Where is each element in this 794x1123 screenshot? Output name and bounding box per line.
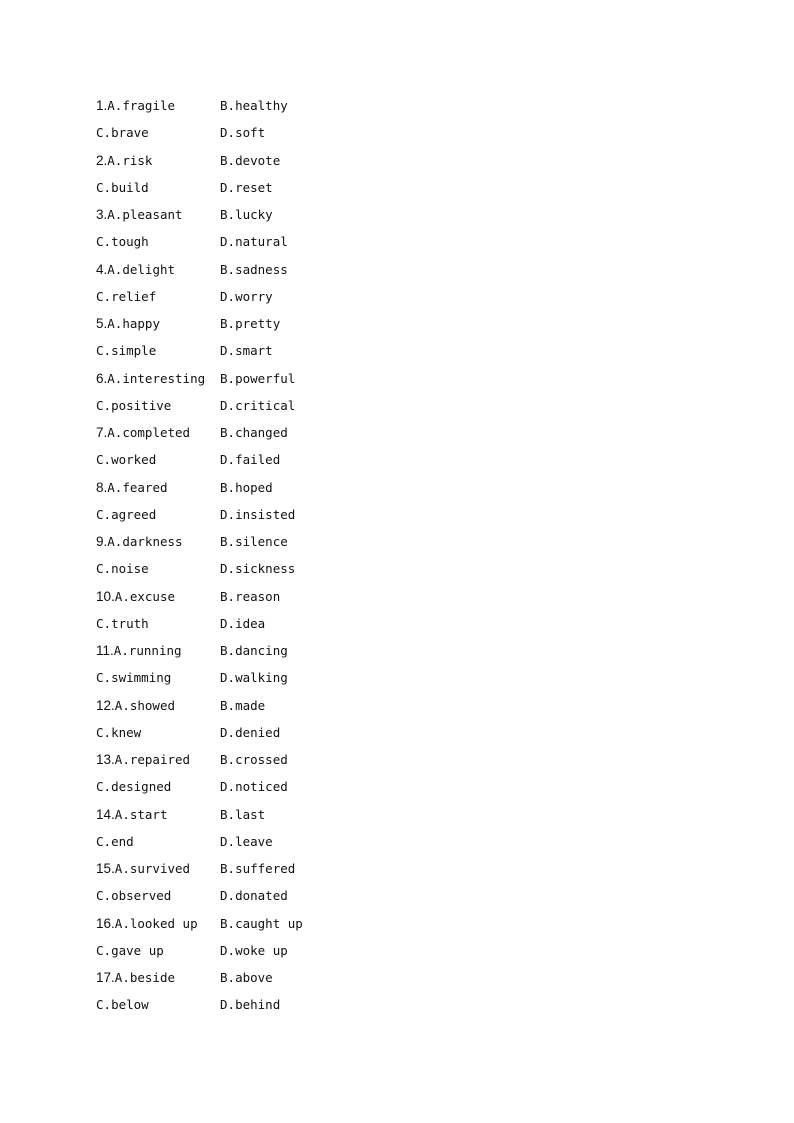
option-b-text: lucky — [235, 207, 273, 222]
option-letter-b: B. — [220, 316, 236, 331]
option-letter-a: A. — [113, 643, 129, 658]
option-letter-b: B. — [220, 152, 236, 168]
option-letter-c: C. — [96, 288, 112, 304]
option-b — [220, 205, 273, 225]
question-number-dot: . — [103, 207, 108, 222]
option-letter-c: C. — [96, 125, 112, 141]
option-d-text: denied — [235, 724, 281, 740]
option-d-text: idea — [235, 615, 266, 631]
option-b-text: crossed — [235, 752, 288, 767]
option-c — [96, 886, 171, 906]
option-d — [220, 178, 273, 198]
option-b — [220, 750, 288, 770]
option-letter-d: D. — [220, 833, 236, 849]
option-letter-a: A. — [107, 534, 123, 549]
option-d — [220, 505, 295, 525]
option-c-text: gave up — [111, 942, 164, 958]
option-d-text: leave — [235, 833, 273, 849]
option-d — [220, 559, 295, 579]
option-letter-b: B. — [220, 534, 236, 549]
question-number-dot: . — [111, 915, 115, 931]
option-letter-d: D. — [220, 506, 236, 522]
option-c — [96, 668, 171, 688]
option-a-text: happy — [122, 316, 160, 331]
option-d — [220, 123, 265, 143]
option-letter-d: D. — [220, 343, 236, 359]
option-b-text: caught up — [235, 915, 303, 931]
option-b-text: healthy — [235, 98, 288, 113]
option-b-text: silence — [235, 534, 288, 549]
option-letter-c: C. — [96, 397, 112, 413]
option-c — [96, 178, 149, 198]
option-d-text: worry — [235, 288, 273, 304]
question-number-dot: . — [103, 370, 108, 386]
option-letter-d: D. — [220, 724, 236, 740]
option-b-text: last — [235, 806, 266, 822]
option-a — [96, 641, 182, 661]
option-a — [96, 151, 152, 171]
option-d-text: soft — [235, 125, 266, 141]
option-b-text: pretty — [235, 316, 281, 331]
option-b — [220, 968, 273, 988]
option-b — [220, 478, 273, 498]
question-number: 14 — [96, 806, 112, 822]
option-c — [96, 396, 171, 416]
option-c-text: observed — [111, 888, 172, 904]
option-letter-a: A. — [114, 752, 130, 767]
option-c — [96, 941, 164, 961]
option-letter-d: D. — [220, 779, 236, 795]
question-number: 4 — [96, 261, 104, 277]
option-a — [96, 96, 175, 116]
option-b-text: sadness — [235, 261, 288, 277]
option-c-text: build — [111, 179, 149, 195]
option-c — [96, 341, 156, 361]
option-c-text: swimming — [111, 670, 172, 686]
option-letter-a: A. — [114, 861, 130, 876]
option-d-text: reset — [235, 179, 273, 195]
option-c — [96, 995, 149, 1015]
option-a — [96, 478, 168, 498]
option-letter-d: D. — [220, 234, 236, 250]
option-b-text: above — [235, 970, 273, 985]
option-d — [220, 723, 280, 743]
option-letter-a: A. — [107, 261, 123, 277]
option-letter-b: B. — [220, 98, 236, 113]
option-letter-b: B. — [220, 970, 236, 985]
option-letter-b: B. — [220, 261, 236, 277]
question-number-dot: . — [110, 643, 114, 658]
option-letter-a: A. — [107, 316, 123, 331]
option-d — [220, 995, 280, 1015]
option-a-text: risk — [122, 152, 153, 168]
question-number: 11 — [96, 643, 111, 658]
option-b-text: made — [235, 697, 266, 713]
option-letter-a: A. — [107, 207, 123, 222]
option-d — [220, 232, 288, 252]
option-a — [96, 369, 205, 389]
question-number: 15 — [96, 861, 112, 876]
option-d-text: insisted — [235, 506, 296, 522]
option-c-text: simple — [111, 343, 157, 359]
option-a — [96, 696, 175, 716]
option-letter-b: B. — [220, 861, 236, 876]
option-b-text: dancing — [235, 643, 288, 658]
question-number: 12 — [96, 697, 112, 713]
option-letter-d: D. — [220, 288, 236, 304]
option-d — [220, 832, 273, 852]
option-c-text: below — [111, 997, 149, 1013]
option-b — [220, 260, 288, 280]
option-a — [96, 968, 175, 988]
option-a — [96, 205, 183, 225]
option-letter-a: A. — [114, 806, 130, 822]
option-a — [96, 587, 175, 607]
option-letter-d: D. — [220, 179, 236, 195]
question-number: 8 — [96, 479, 104, 495]
option-b — [220, 914, 303, 934]
option-c-text: agreed — [111, 506, 157, 522]
option-d-text: smart — [235, 343, 273, 359]
question-number-dot: . — [111, 970, 115, 985]
option-c — [96, 287, 156, 307]
option-d — [220, 777, 288, 797]
option-letter-c: C. — [96, 343, 112, 359]
option-c — [96, 614, 149, 634]
option-a — [96, 423, 190, 443]
question-number-dot: . — [111, 588, 115, 604]
option-a-text: fragile — [122, 98, 176, 113]
question-number: 17 — [96, 970, 112, 985]
option-a-text: beside — [129, 970, 176, 985]
option-d-text: natural — [235, 234, 288, 250]
option-a-text: delight — [122, 261, 176, 277]
option-c — [96, 723, 141, 743]
option-letter-d: D. — [220, 561, 236, 577]
option-b — [220, 369, 295, 389]
question-number: 13 — [96, 752, 112, 767]
option-b-text: changed — [235, 425, 288, 440]
option-c-text: relief — [111, 288, 157, 304]
option-letter-a: A. — [107, 479, 123, 495]
option-letter-c: C. — [96, 888, 112, 904]
option-d-text: sickness — [235, 561, 296, 577]
option-c-text: end — [111, 833, 134, 849]
question-number: 2 — [96, 152, 104, 168]
option-letter-b: B. — [220, 806, 236, 822]
option-c-text: knew — [111, 724, 142, 740]
option-letter-c: C. — [96, 997, 112, 1013]
option-c-text: brave — [111, 125, 149, 141]
option-letter-d: D. — [220, 615, 236, 631]
option-letter-c: C. — [96, 561, 112, 577]
option-letter-d: D. — [220, 942, 236, 958]
question-number-dot: . — [103, 479, 108, 495]
option-letter-b: B. — [220, 425, 236, 440]
question-number-dot: . — [103, 98, 108, 113]
option-b — [220, 314, 280, 334]
option-b — [220, 696, 265, 716]
option-letter-a: A. — [107, 152, 123, 168]
option-d-text: donated — [235, 888, 288, 904]
option-letter-c: C. — [96, 615, 112, 631]
option-letter-a: A. — [107, 98, 123, 113]
option-d — [220, 396, 295, 416]
option-d — [220, 886, 288, 906]
option-b — [220, 805, 265, 825]
option-d-text: failed — [235, 452, 281, 468]
option-a-text: repaired — [129, 752, 191, 767]
option-letter-a: A. — [107, 370, 123, 386]
option-letter-b: B. — [220, 915, 236, 931]
option-letter-d: D. — [220, 125, 236, 141]
option-a-text: excuse — [129, 588, 176, 604]
option-a — [96, 750, 190, 770]
option-b-text: hoped — [235, 479, 273, 495]
question-number-dot: . — [103, 261, 108, 277]
option-letter-c: C. — [96, 833, 112, 849]
option-b — [220, 587, 280, 607]
option-a — [96, 914, 198, 934]
option-letter-c: C. — [96, 234, 112, 250]
option-b — [220, 96, 288, 116]
option-d-text: woke up — [235, 942, 288, 958]
option-b — [220, 423, 288, 443]
option-c-text: positive — [111, 397, 172, 413]
option-d — [220, 450, 280, 470]
option-b-text: devote — [235, 152, 281, 168]
option-letter-a: A. — [114, 697, 130, 713]
option-d-text: noticed — [235, 779, 288, 795]
option-b — [220, 532, 288, 552]
option-d-text: behind — [235, 997, 281, 1013]
option-a-text: completed — [122, 425, 191, 440]
option-letter-d: D. — [220, 670, 236, 686]
option-letter-c: C. — [96, 506, 112, 522]
option-c-text: noise — [111, 561, 149, 577]
option-letter-d: D. — [220, 888, 236, 904]
option-a-text: survived — [129, 861, 191, 876]
option-letter-b: B. — [220, 643, 236, 658]
option-a-text: darkness — [122, 534, 183, 549]
question-number: 10 — [96, 588, 112, 604]
option-letter-a: A. — [114, 588, 130, 604]
question-number-dot: . — [103, 534, 108, 549]
option-a — [96, 805, 168, 825]
option-c — [96, 832, 134, 852]
option-a — [96, 260, 175, 280]
question-number: 3 — [96, 207, 104, 222]
option-letter-b: B. — [220, 752, 236, 767]
option-letter-c: C. — [96, 779, 112, 795]
option-letter-c: C. — [96, 724, 112, 740]
option-b-text: powerful — [235, 370, 296, 386]
question-number-dot: . — [111, 697, 115, 713]
option-letter-c: C. — [96, 670, 112, 686]
option-c-text: worked — [111, 452, 157, 468]
option-a-text: showed — [129, 697, 176, 713]
option-d — [220, 668, 288, 688]
option-letter-a: A. — [114, 915, 130, 931]
option-letter-b: B. — [220, 588, 236, 604]
option-letter-c: C. — [96, 179, 112, 195]
option-letter-d: D. — [220, 997, 236, 1013]
option-b-text: suffered — [235, 861, 296, 876]
option-c-text: tough — [111, 234, 149, 250]
option-b — [220, 859, 295, 879]
question-number: 5 — [96, 316, 104, 331]
option-d — [220, 941, 288, 961]
option-d — [220, 614, 265, 634]
option-c — [96, 450, 156, 470]
question-number: 1 — [96, 98, 104, 113]
option-letter-c: C. — [96, 942, 112, 958]
option-letter-b: B. — [220, 207, 236, 222]
question-number: 16 — [96, 915, 112, 931]
option-b — [220, 641, 288, 661]
question-number-dot: . — [111, 861, 115, 876]
option-letter-a: A. — [114, 970, 130, 985]
question-number: 7 — [96, 425, 104, 440]
question-number-dot: . — [103, 316, 108, 331]
option-c-text: designed — [111, 779, 172, 795]
option-d — [220, 287, 273, 307]
question-number-dot: . — [103, 425, 108, 440]
option-letter-c: C. — [96, 452, 112, 468]
option-a-text: feared — [122, 479, 168, 495]
option-a-text: running — [128, 643, 182, 658]
option-a — [96, 532, 183, 552]
question-number-dot: . — [111, 806, 115, 822]
question-number-dot: . — [111, 752, 115, 767]
option-a-text: looked up — [129, 915, 198, 931]
option-c — [96, 232, 149, 252]
option-c — [96, 123, 149, 143]
option-letter-d: D. — [220, 397, 236, 413]
option-c — [96, 559, 149, 579]
option-letter-b: B. — [220, 479, 236, 495]
question-number: 6 — [96, 370, 104, 386]
option-c — [96, 777, 171, 797]
option-a-text: pleasant — [122, 207, 183, 222]
option-c — [96, 505, 156, 525]
option-a — [96, 859, 190, 879]
option-d — [220, 341, 273, 361]
option-a-text: interesting — [122, 370, 206, 386]
option-d-text: critical — [235, 397, 296, 413]
option-letter-b: B. — [220, 370, 236, 386]
option-b — [220, 151, 280, 171]
option-letter-b: B. — [220, 697, 236, 713]
option-b-text: reason — [235, 588, 281, 604]
question-number-dot: . — [103, 152, 108, 168]
option-c-text: truth — [111, 615, 149, 631]
question-number: 9 — [96, 534, 104, 549]
option-letter-a: A. — [107, 425, 123, 440]
option-a-text: start — [129, 806, 168, 822]
option-letter-d: D. — [220, 452, 236, 468]
option-d-text: walking — [235, 670, 288, 686]
option-a — [96, 314, 160, 334]
